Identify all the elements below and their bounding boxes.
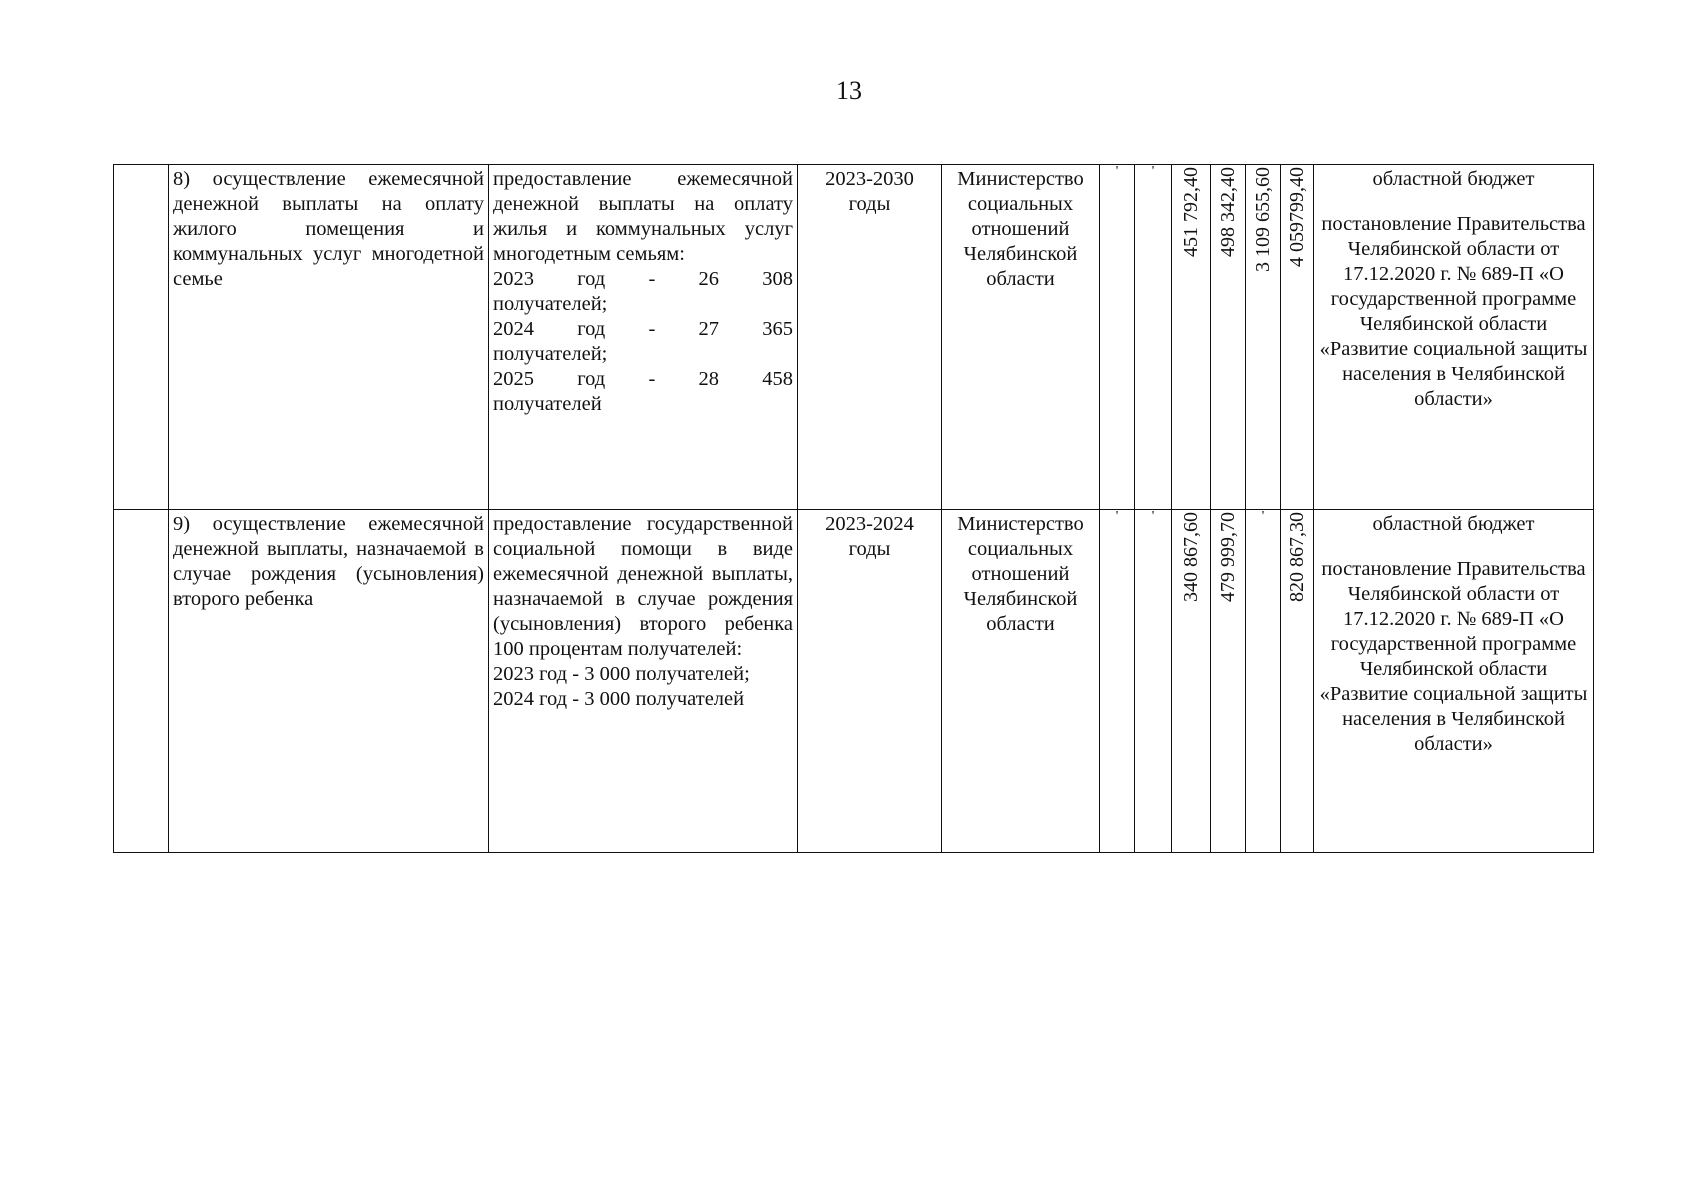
amount-total: 4 059799,40	[1286, 167, 1308, 267]
amount-total-cell	[1281, 510, 1314, 853]
amount-total-cell	[1281, 165, 1314, 510]
activity-cell: 9) осуществление ежемесячной денежной выплаты, назначаемой в случае рождения (усыновления) второго ребенка	[169, 510, 489, 853]
result-intro: предоставление ежемесячной денежной выплаты на оплату жилья и коммунальных услуг многодетным семьям:	[493, 168, 793, 265]
activity-cell: 8) осуществление ежемесячной денежной выплаты на оплату жилого помещения и коммунальных услуг многодетной семье	[169, 165, 489, 510]
result-line: 2023 год - 3 000 получателей;	[493, 663, 750, 685]
funding-source: областной бюджет	[1372, 513, 1535, 535]
amount-cell	[1172, 510, 1211, 853]
amount-cell	[1246, 510, 1281, 853]
executor-cell: Министерство социальных отношений Челябинской области	[942, 165, 1100, 510]
amount-empty-mark: '	[1115, 509, 1119, 524]
amount-value: 498 342,40	[1217, 167, 1239, 257]
result-line: 2023 год - 26 308	[493, 268, 793, 290]
amount-cell	[1246, 165, 1281, 510]
result-line: 2024 год - 3 000 получателей	[493, 688, 745, 710]
program-table	[113, 164, 1594, 853]
amount-empty-mark: '	[1151, 509, 1155, 524]
result-line: получателей	[493, 393, 602, 415]
source-cell	[1314, 510, 1594, 853]
amount-cell	[1135, 165, 1172, 510]
row-number-cell	[114, 165, 169, 510]
result-line: 2024 год - 27 365	[493, 318, 793, 340]
amount-value: 3 109 655,60	[1252, 167, 1274, 272]
amount-value: 340 867,60	[1180, 512, 1202, 602]
amount-value: 479 999,70	[1217, 512, 1239, 602]
amount-cell	[1211, 165, 1246, 510]
executor-cell: Министерство социальных отношений Челябинской области	[942, 510, 1100, 853]
result-line: получателей;	[493, 293, 608, 315]
amount-cell	[1172, 165, 1211, 510]
result-line: получателей;	[493, 343, 608, 365]
table-row	[114, 510, 1594, 853]
legal-basis: постановление Правительства Челябинской области от 17.12.2020 г. № 689-П «О государственной программе Челябинской области «Развитие социальной защиты населения в Челябинской области»	[1319, 213, 1588, 410]
period-cell: 2023-2030 годы	[798, 165, 942, 510]
period-cell: 2023-2024 годы	[798, 510, 942, 853]
funding-source: областной бюджет	[1372, 168, 1535, 190]
amount-empty-mark: '	[1151, 164, 1155, 179]
amount-empty-mark: '	[1261, 509, 1265, 524]
legal-basis: постановление Правительства Челябинской области от 17.12.2020 г. № 689-П «О государственной программе Челябинской области «Развитие социальной защиты населения в Челябинской области»	[1319, 558, 1588, 755]
table-row	[114, 165, 1594, 510]
row-number-cell	[114, 510, 169, 853]
result-line: 2025 год - 28 458	[493, 368, 793, 390]
amount-cell	[1100, 510, 1135, 853]
amount-total: 820 867,30	[1286, 512, 1308, 602]
result-cell	[489, 510, 798, 853]
result-intro: предоставление государственной социальной помощи в виде ежемесячной денежной выплаты, назначаемой в случае рождения (усыновления) второго ребенка 100 процентам получателей:	[493, 513, 793, 660]
amount-cell	[1135, 510, 1172, 853]
amount-value: 451 792,40	[1180, 167, 1202, 257]
amount-cell	[1100, 165, 1135, 510]
amount-cell	[1211, 510, 1246, 853]
source-cell	[1314, 165, 1594, 510]
amount-empty-mark: '	[1115, 164, 1119, 179]
result-cell	[489, 165, 798, 510]
page-number: 13	[836, 76, 862, 105]
